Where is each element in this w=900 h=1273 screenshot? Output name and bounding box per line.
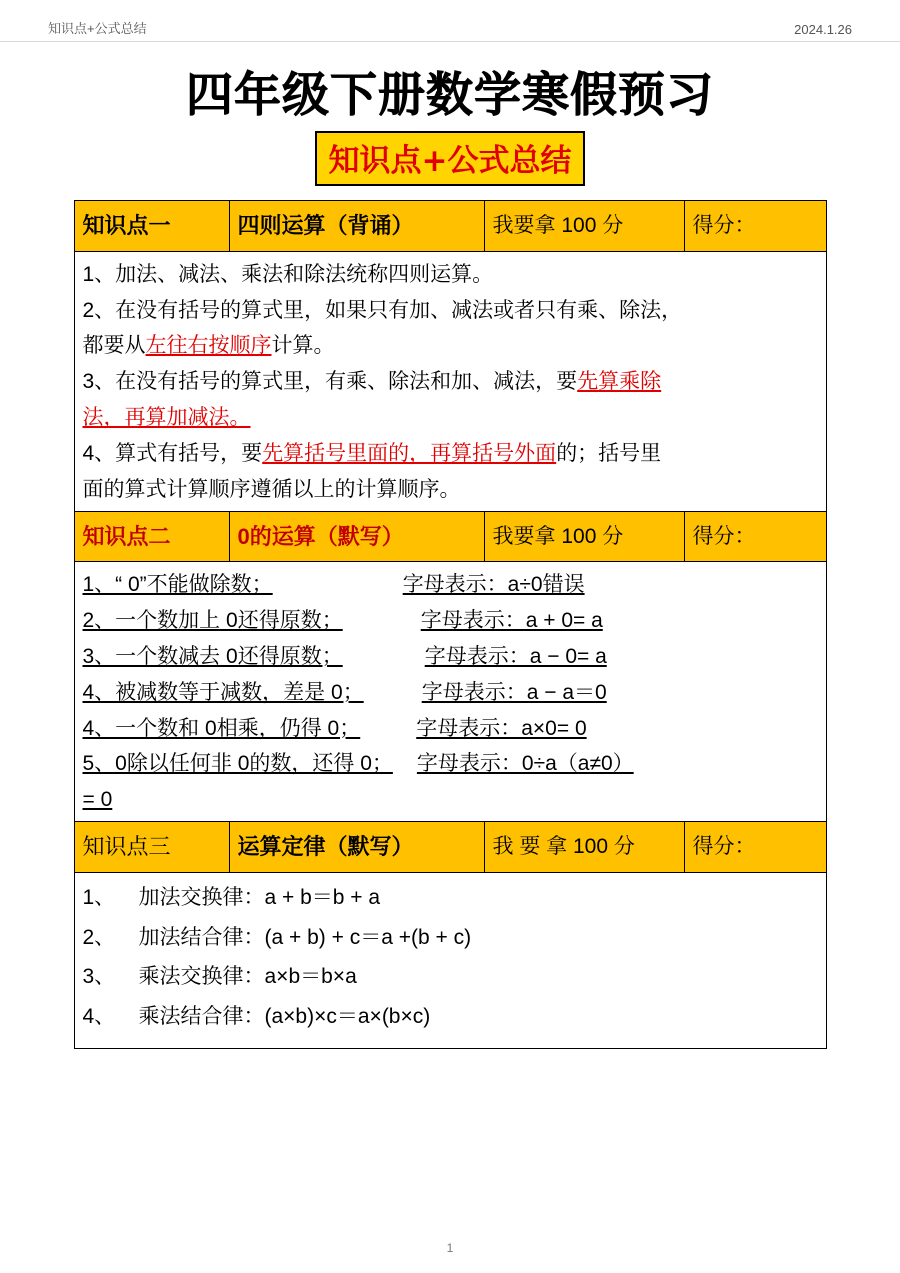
zero-rule-4-line	[83, 678, 818, 708]
section-2-label: 知识点二	[82, 523, 171, 549]
law-item-1	[83, 883, 818, 913]
section-3-topic-cell	[229, 822, 484, 873]
section-3-score-cell	[484, 822, 684, 873]
section-1-body	[74, 251, 826, 511]
zero-rule-5-right: 字母表示：a×0= 0	[416, 716, 587, 740]
section-1-line-2	[83, 296, 818, 326]
law-item-4-text: 乘法结合律：(a×b)×c＝a×(b×c)	[138, 1005, 431, 1029]
zero-rule-2-line	[83, 606, 818, 636]
section-1-line-3-highlight: 左往右按顺序	[145, 334, 272, 358]
section-1-body-row	[74, 251, 826, 511]
section-2-topic: 0的运算	[237, 523, 316, 549]
section-1-line-7: 面的算式计算顺序遵循以上的计算顺序。	[82, 477, 461, 501]
section-3-body-row	[74, 872, 826, 1048]
page-number: 1	[446, 1241, 454, 1255]
section-band-2	[74, 511, 826, 562]
zero-rule-4-right: 字母表示：a − a＝0	[421, 680, 607, 704]
section-1-label: 知识点一	[82, 213, 171, 238]
zero-rule-2-right: 字母表示：a + 0= a	[420, 609, 603, 633]
law-item-4-index: 4、	[82, 1005, 116, 1029]
section-3-get-cell	[684, 822, 826, 873]
law-item-3	[83, 962, 818, 992]
section-1-line-4-highlight: 先算乘除	[577, 370, 662, 394]
section-2-score: 我要拿 100 分	[492, 524, 624, 548]
zero-rule-5-line	[83, 714, 818, 744]
zero-rule-1-line	[83, 570, 818, 600]
zero-rule-5	[83, 714, 818, 744]
page-subtitle: 知识点+公式总结	[315, 131, 586, 186]
zero-rule-3-left: 3、一个数减去 0还得原数；	[82, 644, 343, 668]
section-1-line-3-b: 计算。	[271, 334, 335, 358]
zero-rule-1	[83, 570, 818, 600]
section-3-topic: 运算定律	[237, 834, 326, 859]
header-left-text: 知识点+公式总结	[48, 21, 147, 36]
section-2-get: 得分：	[692, 524, 756, 548]
section-1-line-6-highlight: 先算括号里面的，再算括号外面	[262, 441, 557, 465]
section-2-body-row	[74, 562, 826, 822]
section-1-topic-cell	[229, 201, 484, 252]
law-item-2-index: 2、	[82, 925, 116, 949]
section-band-3	[74, 822, 826, 873]
law-item-2	[83, 923, 818, 953]
section-1-topic: 四则运算	[237, 213, 326, 238]
zero-rule-6-line	[83, 749, 818, 779]
section-1-line-4-a: 3、在没有括号的算式里，有乘、除法和加、减法，要	[82, 370, 578, 394]
section-2-topic-cell	[229, 511, 484, 562]
section-1-line-6-b: 的；括号里	[556, 441, 662, 465]
section-3-label: 知识点三	[82, 834, 171, 859]
law-item-4	[83, 1002, 818, 1032]
zero-rule-6-left: 5、0除以任何非 0的数，还得 0；	[82, 752, 393, 776]
section-3-label-cell	[74, 822, 229, 873]
section-1-get-cell	[684, 201, 826, 252]
section-1-label-cell	[74, 201, 229, 252]
section-1-line-6	[83, 439, 818, 469]
section-1-line-6-a: 4、算式有括号，要	[82, 441, 263, 465]
law-item-3-text: 乘法交换律：a×b＝b×a	[138, 965, 357, 989]
section-1-line-1: 1、加法、减法、乘法和除法统称四则运算。	[82, 262, 494, 286]
law-item-2-text: 加法结合律：(a + b) + c＝a +(b + c)	[138, 925, 472, 949]
page-title: 四年级下册数学寒假预习	[186, 68, 714, 123]
section-2-body	[74, 562, 826, 822]
zero-rule-6-right: 字母表示：0÷a（a≠0）	[416, 752, 634, 776]
section-1-line-4	[83, 367, 818, 397]
zero-rule-3-line	[83, 642, 818, 672]
section-2-score-cell	[484, 511, 684, 562]
section-3-topic-sub: （默写）	[325, 834, 414, 859]
section-1-get: 得分：	[692, 214, 756, 237]
zero-rule-2-left: 2、一个数加上 0还得原数；	[82, 609, 343, 633]
section-2-topic-sub: （默写）	[315, 523, 404, 549]
section-1-score-cell	[484, 201, 684, 252]
zero-rule-6	[83, 749, 818, 779]
law-item-1-index: 1、	[82, 885, 116, 909]
section-1-line-3-a: 都要从	[82, 334, 146, 358]
section-3-body	[74, 872, 826, 1048]
zero-rule-5-left: 4、一个数和 0相乘，仍得 0；	[82, 716, 361, 740]
section-1-score: 我要拿 100 分	[492, 214, 624, 237]
zero-rule-7-line: = 0	[82, 788, 113, 812]
zero-rule-4-left: 4、被减数等于减数，差是 0；	[82, 680, 364, 704]
law-item-3-index: 3、	[82, 965, 116, 989]
section-1-line-2-text: 2、在没有括号的算式里，如果只有加、减法或者只有乘、除法，	[82, 298, 683, 322]
section-1-line-5	[83, 403, 818, 433]
section-band-1	[74, 201, 826, 252]
zero-rule-7	[83, 785, 818, 815]
law-item-1-text: 加法交换律：a + b＝b + a	[138, 885, 381, 909]
subtitle-wrap	[0, 131, 900, 186]
section-2-label-cell	[74, 511, 229, 562]
zero-rule-3-right: 字母表示：a − 0= a	[424, 644, 607, 668]
section-1-topic-sub: （背诵）	[325, 213, 414, 238]
zero-rule-1-right: 字母表示：a÷0错误	[402, 573, 585, 597]
section-3-get: 得分：	[692, 835, 756, 858]
zero-rule-4	[83, 678, 818, 708]
zero-rule-3	[83, 642, 818, 672]
zero-rule-1-left: 1、“ 0”不能做除数；	[82, 573, 273, 597]
section-1-line-3	[83, 331, 818, 361]
document-header	[0, 0, 900, 42]
section-3-score: 我 要 拿 100 分	[492, 835, 635, 858]
knowledge-table	[74, 200, 827, 1049]
section-1-line-5-highlight: 法，再算加减法。	[82, 406, 251, 430]
zero-rule-2	[83, 606, 818, 636]
header-date: 2024.1.26	[794, 22, 852, 37]
section-2-get-cell	[684, 511, 826, 562]
